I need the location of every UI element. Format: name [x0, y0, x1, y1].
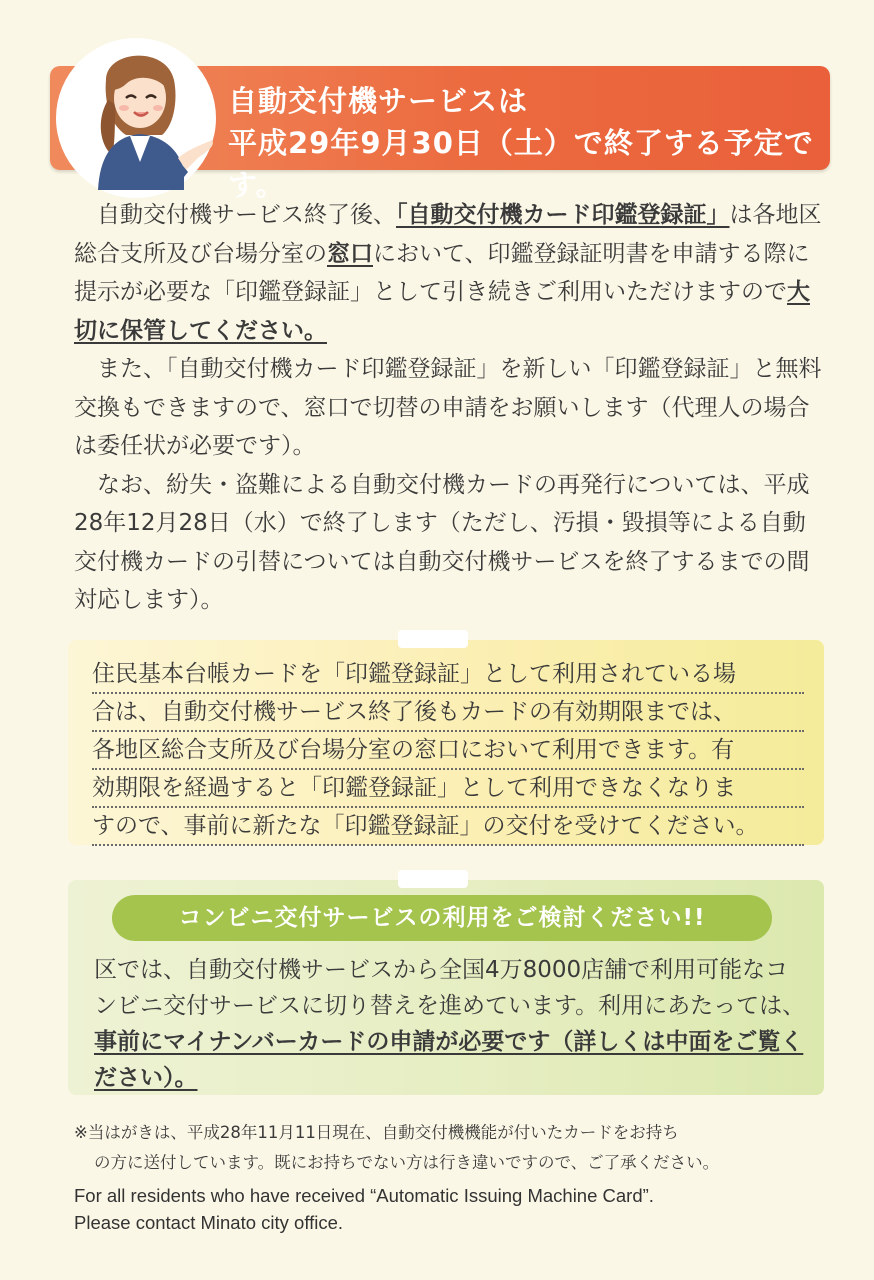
card-name-emphasis: 「自動交付機カード印鑑登録証」: [396, 202, 730, 228]
paragraph-3: なお、紛失・盗難による自動交付機カードの再発行については、平成28年12月28日（水）で終了します（ただし、汚損・毀損等による自動交付機カードの引替については自動交付機サービスを終了するまでの間対応します）。: [74, 471, 810, 613]
footnote-line-1: ※当はがきは、平成28年11月11日現在、自動交付機機能が付いたカードをお持ち: [74, 1123, 679, 1142]
paragraph-1-a: 自動交付機サービス終了後、: [97, 202, 396, 228]
note-line-5: すので、事前に新たな「印鑑登録証」の交付を受けてください。: [92, 808, 804, 846]
staff-woman-icon: [66, 40, 216, 190]
keep-safe-emphasis: 大切に保管してください。: [74, 279, 810, 344]
counter-emphasis: 窓口: [327, 240, 373, 267]
note-text: [92, 656, 804, 846]
convenience-tab: [398, 870, 468, 888]
note-line-1: 住民基本台帳カードを「印鑑登録証」として利用されている場: [92, 656, 804, 694]
main-text: [74, 196, 826, 620]
paragraph-1-c: は各地区総合支所及び台場分室の: [74, 202, 822, 267]
header-line-2: 平成29年9月30日（土）で終了する予定です。: [228, 126, 814, 202]
convenience-text: [94, 952, 806, 1096]
paragraph-1-e: において、印鑑登録証明書を申請する際に提示が必要な「印鑑登録証」として引き続きご利用いただけますので: [74, 240, 810, 305]
header-title: [228, 80, 828, 206]
mynumber-emphasis: 事前にマイナンバーカードの申請が必要です（詳しくは中面をご覧ください）。: [94, 1029, 804, 1091]
convenience-title: コンビニ交付サービスの利用をご検討ください!!: [112, 895, 772, 941]
english-line-2: Please contact Minato city office.: [74, 1212, 344, 1233]
note-line-2: 合は、自動交付機サービス終了後もカードの有効期限までは、: [92, 694, 804, 732]
paragraph-1: [74, 196, 826, 350]
note-line-3: 各地区総合支所及び台場分室の窓口において利用できます。有: [92, 732, 804, 770]
paragraph-2: また、「自動交付機カード印鑑登録証」を新しい「印鑑登録証」と無料交換もできますので、窓口で切替の申請をお願いします（代理人の場合は委任状が必要です）。: [74, 356, 822, 459]
english-notice: [74, 1182, 834, 1236]
footnote: [74, 1118, 814, 1178]
footnote-line-2: の方に送付しています。既にお持ちでない方は行き違いですので、ご了承ください。: [94, 1153, 720, 1172]
note-line-4: 効期限を経過すると「印鑑登録証」として利用できなくなりま: [92, 770, 804, 808]
header-line-1: 自動交付機サービスは: [228, 84, 529, 118]
english-line-1: For all residents who have received “Automatic Issuing Machine Card”.: [74, 1185, 654, 1206]
note-tab: [398, 630, 468, 648]
convenience-text-a: 区では、自動交付機サービスから全国4万8000店舗で利用可能なコンビニ交付サービスに切り替えを進めています。利用にあたっては、: [94, 957, 806, 1019]
